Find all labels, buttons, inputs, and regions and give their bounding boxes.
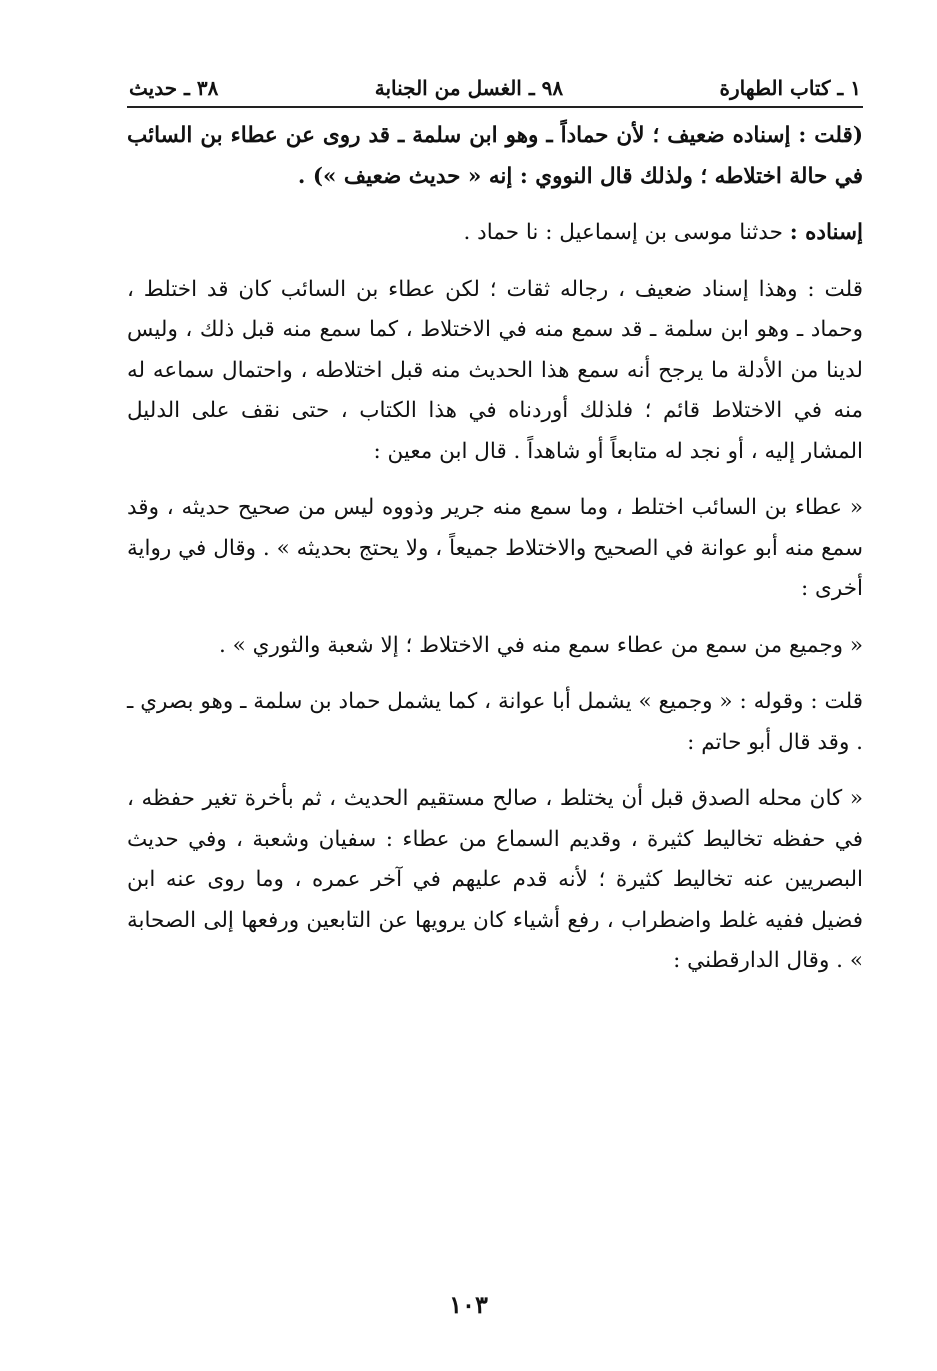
- header-chapter-title: ٩٨ ـ الغسل من الجنابة: [374, 76, 564, 100]
- book-page: [127, 70, 863, 998]
- isnad-label: إسناده :: [789, 220, 863, 245]
- paragraph-abu-hatim-quote: « كان محله الصدق قبل أن يختلط ، صالح مستقيم الحديث ، ثم بأخرة تغير حفظه ، في حفظه تخاليط كثيرة ، وقديم السماع من عطاء : سفيان وشعبة ، وفي حديث البصريين عنه تخاليط كثيرة ؛ لأنه قدم عليهم في آخر عمره ، وما روى عنه ابن فضيل ففيه غلط واضطراب ، رفع أشياء كان يرويها عن التابعين ورفعها إلى الصحابة » . وقال الدارقطني :: [127, 786, 863, 973]
- isnad-text: حدثنا موسى بن إسماعيل : نا حماد .: [463, 220, 790, 245]
- paragraph-commentary: قلت : وهذا إسناد ضعيف ، رجاله ثقات ؛ لكن عطاء بن السائب كان قد اختلط ، وحماد ـ وهو ابن سلمة ـ قد سمع منه في الاختلاط ، كما سمع منه قبل ذلك ، وليس لدينا من الأدلة ما يرجح أنه سمع هذا الحديث منه قبل اختلاطه ، واحتمال سماعه له منه في الاختلاط قائم ؛ فلذلك أوردناه في هذا الكتاب ، حتى نقف على الدليل المشار إليه ، أو نجد له متابعاً أو شاهداً . قال ابن معين :: [127, 276, 863, 464]
- paragraph-ibn-maeen-quote: « عطاء بن السائب اختلط ، وما سمع منه جرير وذووه ليس من صحيح حديثه ، وقد سمع منه أبو عوانة في الصحيح والاختلاط جميعاً ، ولا يحتج بحديثه » . وقال في رواية أخرى :: [127, 495, 863, 601]
- paragraph-note: قلت : وقوله : « وجميع » يشمل أبا عوانة ، كما يشمل حماد بن سلمة ـ وهو بصري ـ . وقد قال أبو حاتم :: [127, 689, 863, 755]
- header-book-title: ١ ـ كتاب الطهارة: [719, 76, 861, 100]
- paragraph-verdict: (قلت : إسناده ضعيف ؛ لأن حماداً ـ وهو ابن سلمة ـ قد روى عن عطاء بن السائب في حالة اختلاطه ؛ ولذلك قال النووي : إنه « حديث ضعيف ») .: [127, 123, 863, 189]
- paragraph-isnad: [127, 213, 863, 254]
- header-hadith-number: ٣٨ ـ حديث: [129, 76, 219, 100]
- page-body: [127, 116, 863, 982]
- page-number: ١٠٣: [449, 1290, 488, 1319]
- paragraph-other-narration: « وجميع من سمع من عطاء سمع منه في الاختلاط ؛ إلا شعبة والثوري » .: [219, 632, 863, 658]
- running-header: [127, 70, 863, 108]
